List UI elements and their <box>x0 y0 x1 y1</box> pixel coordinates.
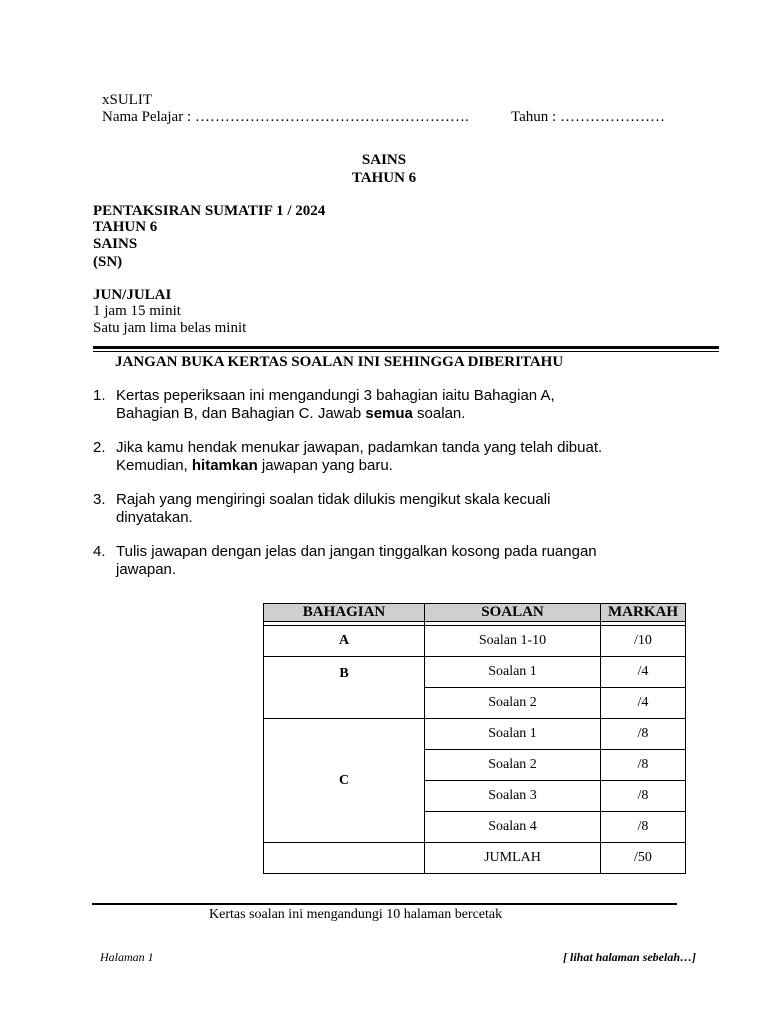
instruction-item <box>93 439 613 475</box>
table-row <box>264 626 686 657</box>
section-c: C <box>264 719 425 843</box>
divider-thin <box>93 351 719 352</box>
instruction-number: 3. <box>93 491 106 508</box>
total-label: JUMLAH <box>425 843 601 874</box>
section-a: A <box>264 626 425 657</box>
markah-cell: /8 <box>601 781 686 812</box>
instruction-text: Tulis jawapan dengan jelas dan jangan tinggalkan kosong pada ruangan jawapan. <box>116 543 597 578</box>
soalan-cell: Soalan 2 <box>425 688 601 719</box>
instruction-item <box>93 387 613 423</box>
sulit-label: xSULIT <box>102 92 152 108</box>
total-empty-cell <box>264 843 425 874</box>
soalan-cell: Soalan 4 <box>425 812 601 843</box>
exam-year: TAHUN 6 <box>93 219 158 235</box>
markah-cell: /8 <box>601 719 686 750</box>
instruction-text: Rajah yang mengiringi soalan tidak dilukis mengikut skala kecuali dinyatakan. <box>116 491 551 526</box>
exam-duration: 1 jam 15 minit <box>93 303 181 319</box>
table-row <box>264 719 686 750</box>
exam-code: (SN) <box>93 254 123 270</box>
instruction-text: Kertas peperiksaan ini mengandungi 3 bahagian iaitu Bahagian A, Bahagian B, dan Bahagian C. Jawab <box>116 387 555 422</box>
total-markah: /50 <box>601 843 686 874</box>
title-subject: SAINS <box>361 152 407 168</box>
markah-cell: /8 <box>601 750 686 781</box>
marks-table <box>263 603 686 874</box>
tahun-field: Tahun : ………………… <box>511 109 665 125</box>
page-number: Halaman 1 <box>100 950 154 964</box>
assessment-name: PENTAKSIRAN SUMATIF 1 / 2024 <box>93 203 326 219</box>
header-bahagian: BAHAGIAN <box>264 604 425 622</box>
instruction-item <box>93 491 613 527</box>
header-markah: MARKAH <box>601 604 686 622</box>
warning-text: JANGAN BUKA KERTAS SOALAN INI SEHINGGA DIBERITAHU <box>115 354 564 370</box>
instruction-emphasis: hitamkan <box>191 457 258 474</box>
instruction-emphasis: semua <box>365 405 413 422</box>
markah-cell: /8 <box>601 812 686 843</box>
soalan-cell: Soalan 3 <box>425 781 601 812</box>
title-year: TAHUN 6 <box>351 170 417 186</box>
exam-month: JUN/JULAI <box>93 287 172 303</box>
markah-cell: /4 <box>601 688 686 719</box>
instruction-item <box>93 543 613 579</box>
instruction-number: 2. <box>93 439 106 456</box>
exam-duration-words: Satu jam lima belas minit <box>93 320 247 336</box>
instruction-text-end: soalan. <box>412 405 466 422</box>
instruction-text-end: jawapan yang baru. <box>257 457 393 474</box>
instruction-text: Jika kamu hendak menukar jawapan, padamkan tanda yang telah dibuat. Kemudian, <box>116 439 603 474</box>
footer-divider <box>92 903 677 905</box>
soalan-cell: Soalan 1 <box>425 719 601 750</box>
table-row <box>264 657 686 688</box>
soalan-cell: Soalan 2 <box>425 750 601 781</box>
section-b: B <box>264 657 425 719</box>
soalan-cell: Soalan 1-10 <box>425 626 601 657</box>
nama-pelajar-field: Nama Pelajar : ………………………………………………. <box>102 109 469 125</box>
divider-thick <box>93 346 719 349</box>
exam-subject: SAINS <box>93 236 138 252</box>
next-page-note: [ lihat halaman sebelah…] <box>563 950 697 964</box>
markah-cell: /10 <box>601 626 686 657</box>
total-row <box>264 843 686 874</box>
markah-cell: /4 <box>601 657 686 688</box>
instruction-number: 4. <box>93 543 106 560</box>
soalan-cell: Soalan 1 <box>425 657 601 688</box>
pages-note: Kertas soalan ini mengandungi 10 halaman bercetak <box>209 907 503 922</box>
instruction-number: 1. <box>93 387 106 404</box>
header-soalan: SOALAN <box>425 604 601 622</box>
